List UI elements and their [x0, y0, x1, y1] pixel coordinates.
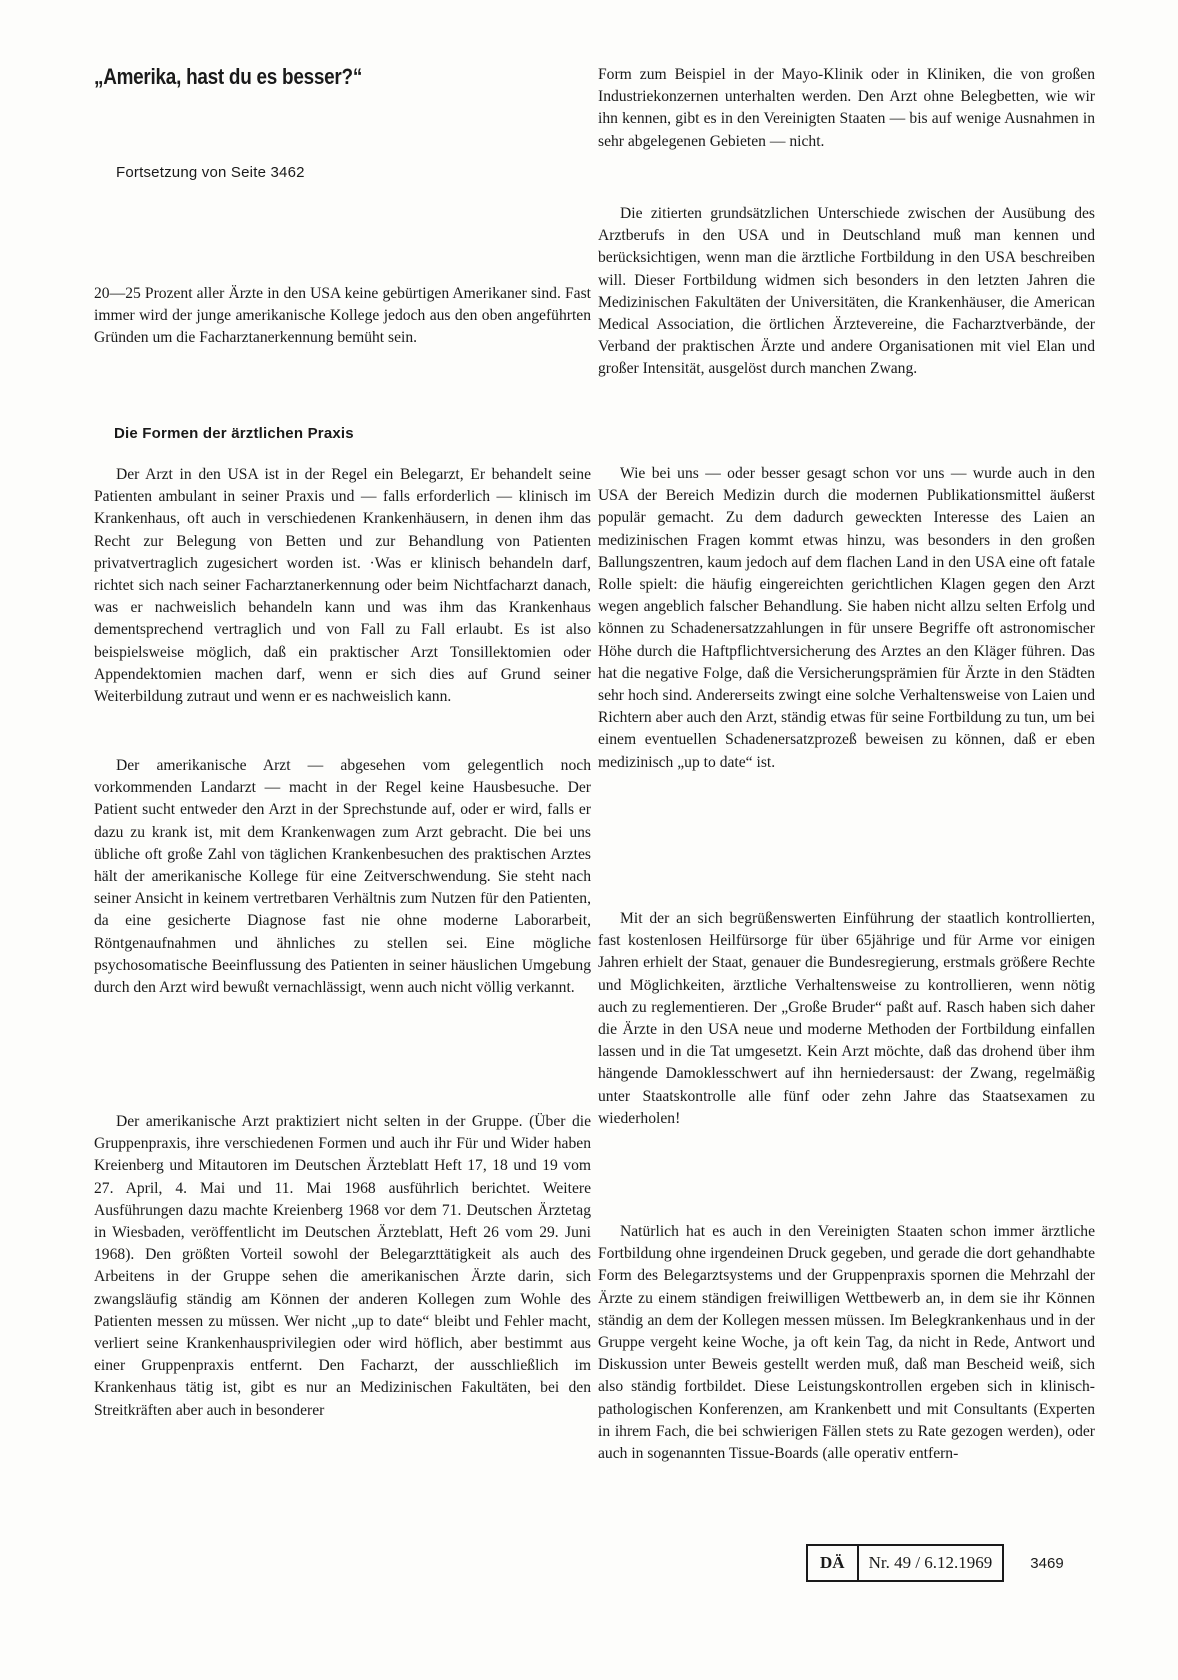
continuation-note: Fortsetzung von Seite 3462	[116, 164, 305, 181]
paragraph: Natürlich hat es auch in den Vereinigten Staaten schon immer ärztliche Fortbildung ohne irgendeinen Druck gegeben, und gerade die dort gehandhabte Form des Belegarztsystems und der Gruppenpraxis spornen die Mehrzahl der Ärzte zu einem ständigen freiwilligen Wettbewerb an, in dem sie ihr Können ständig an dem der Kollegen messen müssen. Im Belegkrankenhaus und in der Gruppe vergeht keine Woche, ja oft kein Tag, da nicht in Rede, Antwort und Diskussion unter Beweis gestellt werden muß, daß man Bescheid weiß, sich also ständig fortbildet. Diese Leistungskontrollen ergeben sich in klinisch-pathologischen Konferenzen, am Krankenbett und mit Consultants (Experten in ihrem Fach, die bei schwierigen Fällen stets zu Rate gezogen werden), oder auch in sogenannten Tissue-Boards (alle operativ entfern-	[598, 1223, 1095, 1463]
paragraph: Form zum Beispiel in der Mayo-Klinik oder in Kliniken, die von großen Industriekonzernen unterhalten werden. Den Arzt ohne Belegbetten, wie wir ihn kennen, gibt es in den Vereinigten Staaten — bis auf wenige Ausnahmen in sehr abgelegenen Gebieten — nicht.	[598, 66, 1095, 150]
paragraph: Der amerikanische Arzt — abgesehen vom gelegentlich noch vorkommenden Landarzt — macht in der Regel keine Hausbesuche. Der Patient sucht entweder den Arzt in der Sprechstunde auf, oder er wird, falls er dazu zu krank ist, mit dem Krankenwagen zum Arzt gebracht. Die bei uns übliche oft große Zahl von täglichen Krankenbesuchen des praktischen Arztes hält der amerikanische Kollege für eine Zeitverschwendung. Sie steht nach seiner Ansicht in keinem vertretbaren Verhältnis zum Nutzen für den Patienten, da eine gesicherte Diagnose fast nie ohne moderne Laborarbeit, Röntgenaufnahmen und ähnliches zu stellen sei. Eine mögliche psychosomatische Beeinflussung des Patienten in seiner häuslichen Umgebung durch den Arzt wird bewußt vernachlässigt, wenn auch nicht völlig verkannt.	[94, 757, 591, 997]
article-title: „Amerika, hast du es besser?“	[94, 64, 363, 89]
page-number: 3469	[1030, 1554, 1064, 1572]
issue-label: Nr. 49 / 6.12.1969	[868, 1553, 993, 1572]
paragraph: Der Arzt in den USA ist in der Regel ein Belegarzt, Er behandelt seine Patienten ambulant in seiner Praxis und — falls erforderlich — klinisch im Krankenhaus, oft auch in verschiedenen Krankenhäusern, in denen ihm das Recht zur Belegung von Betten und zur Behandlung von Patienten privatvertraglich zugesichert worden ist. ·Was er klinisch behandeln darf, richtet sich nach seiner Facharztanerkennung oder beim Nichtfacharzt danach, was er nachweislich behandeln kann und was ihm das Krankenhaus dementsprechend vertraglich und von Fall zu Fall erlaubt. Es ist also beispielsweise möglich, daß ein praktischer Arzt Tonsillektomien oder Appendektomien machen darf, wenn er sich dies auf Grund seiner Weiterbildung zutraut und wenn er es nachweislich kann.	[94, 466, 591, 706]
paragraph-intro: 20—25 Prozent aller Ärzte in den USA keine gebürtigen Amerikaner sind. Fast immer wird der junge amerikanische Kollege jedoch aus den oben angeführten Gründen um die Facharztanerkennung bemüht sein.	[94, 285, 591, 347]
paragraph: Die zitierten grundsätzlichen Unterschiede zwischen der Ausübung des Arztberufs in den USA und in Deutschland muß man kennen und berücksichtigen, wenn man die ärztliche Fortbildung in den USA beschreiben will. Dieser Fortbildung widmen sich besonders in den letzten Jahren die Medizinischen Fakultäten der Universitäten, die Krankenhäuser, die American Medical Association, die örtlichen Ärztevereine, die Facharztverbände, der Verband der praktischen Ärzte und andere Organisationen mit viel Elan und großer Intensität, ausgelöst durch manchen Zwang.	[598, 205, 1095, 378]
journal-issue-box	[806, 1544, 1004, 1582]
section-subheading: Die Formen der ärztlichen Praxis	[114, 425, 354, 442]
paragraph: Mit der an sich begrüßenswerten Einführung der staatlich kontrollierten, fast kostenlosen Heilfürsorge für über 65jährige und für Arme vor einigen Jahren erhielt der Staat, genauer die Bundesregierung, erstmals größere Rechte und Möglichkeiten, ärztliche Verhaltensweise zu kontrollieren, wenn nötig auch zu reglementieren. Der „Große Bruder“ paßt auf. Rasch haben sich daher die Ärzte in den USA neue und moderne Methoden der Fortbildung einfallen lassen und in die Tat umgesetzt. Kein Arzt möchte, daß das drohend über ihm hängende Damoklesschwert auf ihn herniedersaust: der Zwang, regelmäßig unter Staatskontrolle alle fünf oder zehn Jahre das Staatsexamen zu wiederholen!	[598, 910, 1095, 1127]
page-footer	[806, 1544, 1064, 1582]
paragraph: Wie bei uns — oder besser gesagt schon vor uns — wurde auch in den USA der Bereich Medizin durch die modernen Publikationsmittel äußerst populär gemacht. Zu dem dadurch geweckten Interesse des Laien an medizinischen Fragen kommt etwas hinzu, was besonders in den großen Ballungszentren, kaum jedoch auf dem flachen Land in den USA eine oft fatale Rolle spielt: die häufig eingereichten gerichtlichen Klagen gegen den Arzt wegen angeblich falscher Behandlung. Sie haben nicht allzu selten Erfolg und können zu Schadenersatzzahlungen in für unsere Begriffe oft astronomischer Höhe durch die Haftpflichtversicherung des Arztes an den Kläger führen. Das hat die negative Folge, daß die Versicherungsprämien für Ärzte in den Städten sehr hoch sind. Andererseits zwingt eine solche Verhaltensweise von Laien und Richtern aber auch den Arzt, ständig etwas für seine Fortbildung zu tun, um bei einem eventuellen Schadenersatzprozeß beweisen zu können, daß er eben medizinisch „up to date“ ist.	[598, 465, 1095, 771]
paragraph: Der amerikanische Arzt praktiziert nicht selten in der Gruppe. (Über die Gruppenpraxis, ihre verschiedenen Formen und auch ihr Für und Wider haben Kreienberg und Mitautoren im Deutschen Ärzteblatt Heft 17, 18 und 19 vom 27. April, 4. Mai und 11. Mai 1968 ausführlich berichtet. Weitere Ausführungen dazu machte Kreienberg 1968 vor dem 71. Deutschen Ärztetag in Wiesbaden, veröffentlicht im Deutschen Ärzteblatt, Heft 26 vom 29. Juni 1968). Den größten Vorteil sowohl der Belegarzttätigkeit als auch des Arbeitens in der Gruppe sehen die amerikanischen Ärzte darin, sich zwangsläufig ständig am Können der anderen Kollegen zum Wohle des Patienten messen zu müssen. Wer nicht „up to date“ bleibt und Fehler macht, verliert seine Krankenhausprivilegien oder wird höflich, aber bestimmt aus einer Gruppenpraxis entfernt. Den Facharzt, der ausschließlich im Krankenhaus tätig ist, gibt es nur an Medizinischen Fakultäten, bei den Streitkräften aber auch in besonderer	[94, 1113, 591, 1419]
journal-logo: DÄ	[808, 1546, 859, 1580]
